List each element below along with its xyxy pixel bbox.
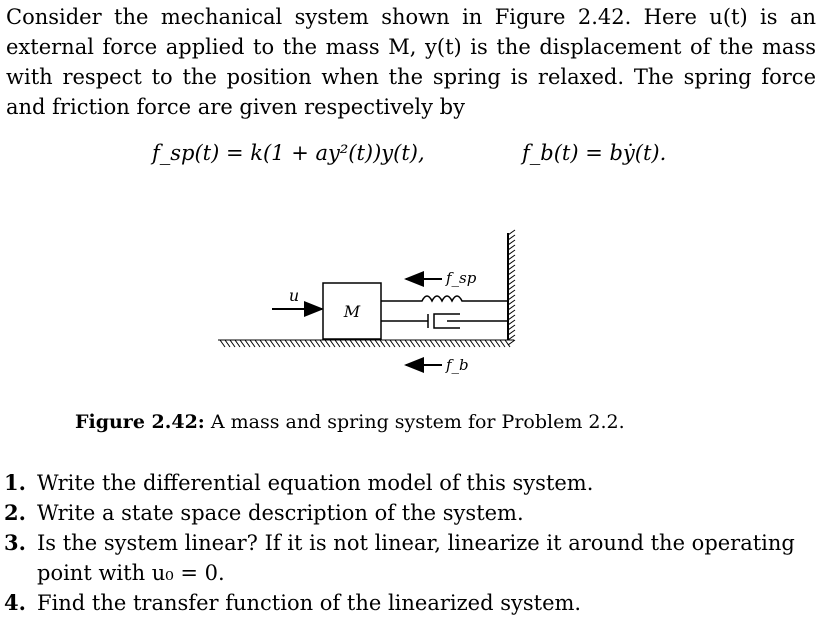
question-text: Write a state space description of the system.	[37, 501, 524, 525]
question-list	[4, 468, 818, 618]
question-item	[4, 498, 818, 528]
spring-force-equation: f_sp(t) = k(1 + ay²(t))y(t),	[152, 141, 425, 165]
friction-force-label: f_b	[446, 356, 469, 374]
damper	[381, 314, 508, 328]
spring-force-label: f_sp	[446, 269, 477, 287]
mass-spring-diagram	[210, 225, 530, 385]
spring	[381, 296, 508, 301]
question-item	[4, 588, 818, 618]
figure-caption-text: A mass and spring system for Problem 2.2.	[210, 411, 625, 433]
friction-force-equation: f_b(t) = bẏ(t).	[522, 141, 667, 165]
input-label: u	[288, 286, 300, 305]
problem-statement: Consider the mechanical system shown in Figure 2.42. Here u(t) is an external force applied to the mass M, y(t) is the displacement of the mass with respect to the position when the spring is relaxed. The spring force and friction force are given respectively by	[6, 5, 816, 119]
question-text: Find the transfer function of the linearized system.	[37, 591, 582, 615]
question-number: 2.	[4, 500, 26, 525]
wall	[508, 230, 515, 345]
question-number: 4.	[4, 590, 26, 615]
question-item	[4, 468, 818, 498]
question-number: 1.	[4, 470, 26, 495]
ground-hatch	[218, 340, 514, 347]
question-text: Write the differential equation model of this system.	[37, 471, 594, 495]
question-text: Is the system linear? If it is not linear, linearize it around the operating point with u₀ = 0.	[37, 531, 795, 585]
mass-label: M	[343, 302, 361, 321]
question-item	[4, 528, 818, 588]
figure-number: Figure 2.42:	[75, 411, 205, 433]
question-number: 3.	[4, 530, 26, 555]
figure-caption	[75, 408, 625, 436]
